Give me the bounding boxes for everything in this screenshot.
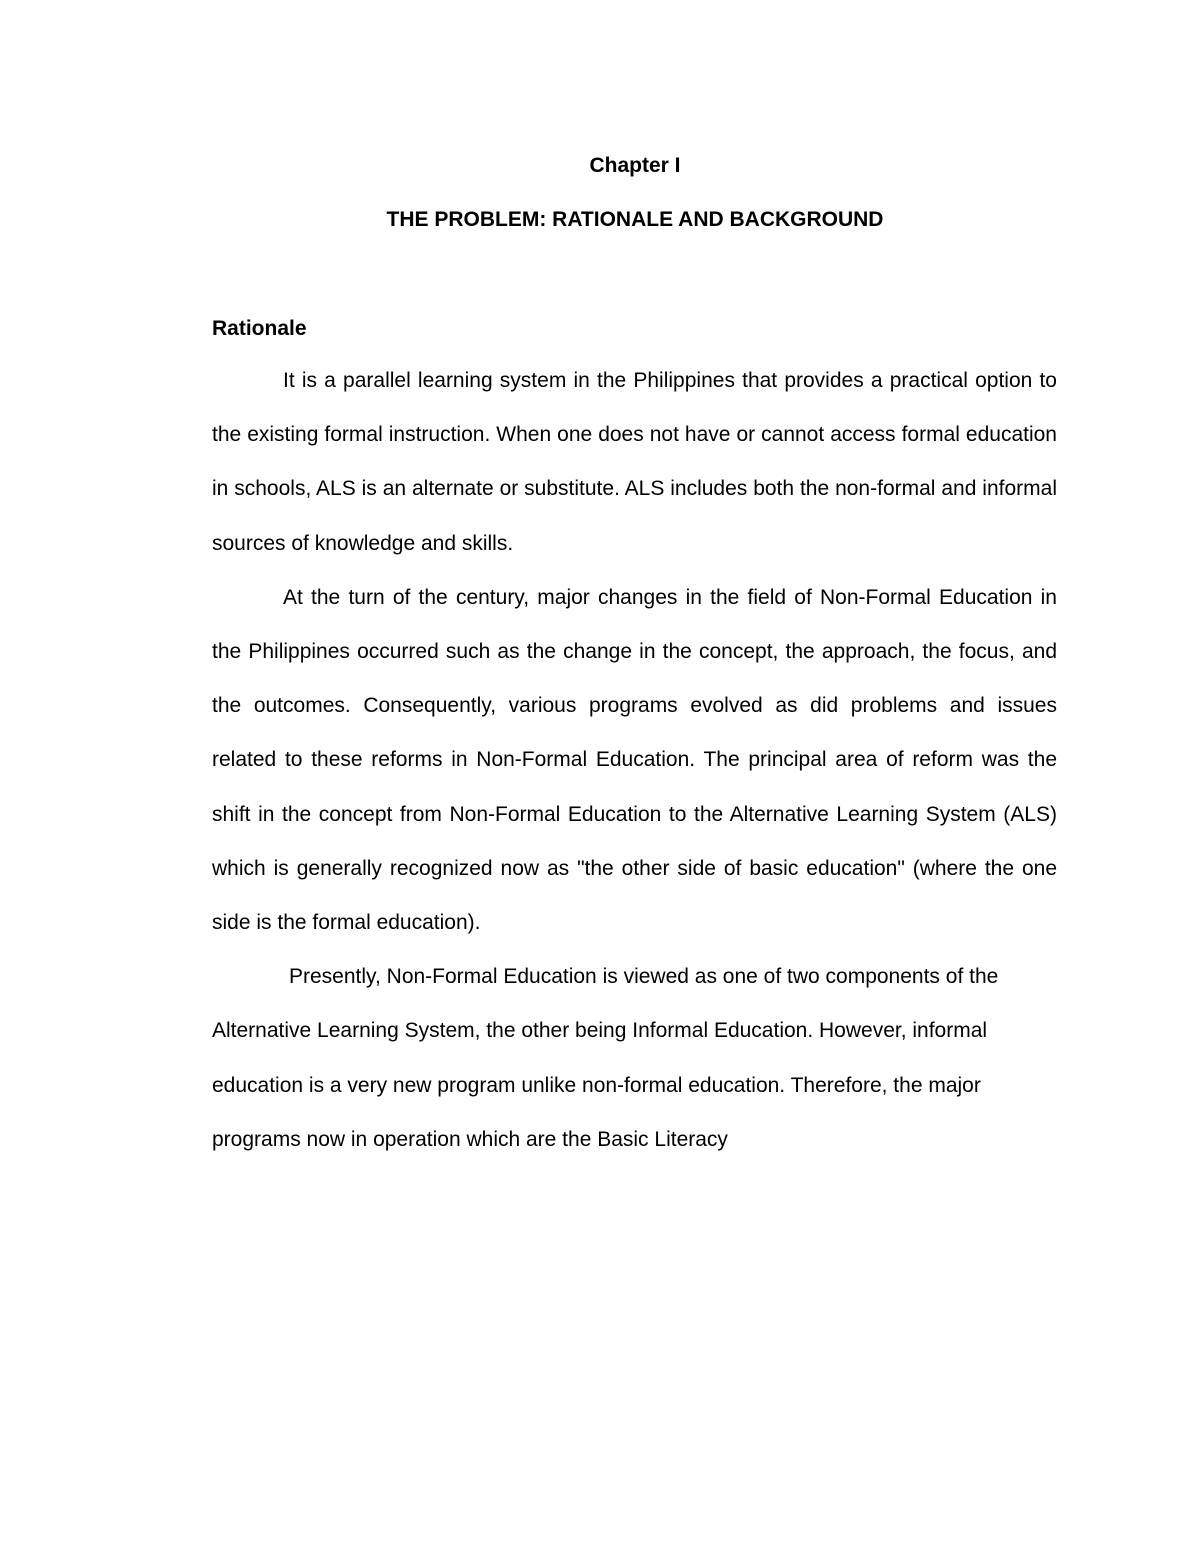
section-heading-rationale: Rationale bbox=[212, 317, 307, 340]
paragraph: It is a parallel learning system in the Philippines that provides a practical option to the existing formal instruction. When one does not have or cannot access formal education in schools, ALS is an alternate or substitute. ALS includes both the non-formal and informal sources of knowledge and skills. bbox=[212, 369, 1057, 555]
paragraph: At the turn of the century, major changes in the field of Non-Formal Education in the Philippines occurred such as the change in the concept, the approach, the focus, and the outcomes. Consequently, various programs evolved as did problems and issues related to these reforms in Non-Formal Education. The principal area of reform was the shift in the concept from Non-Formal Education to the Alternative Learning System (ALS) which is generally recognized now as "the other side of basic education" (where the one side is the formal education). bbox=[212, 585, 1057, 935]
body-text bbox=[212, 354, 1057, 1167]
chapter-title: Chapter I bbox=[589, 154, 681, 177]
chapter-subtitle: THE PROBLEM: RATIONALE AND BACKGROUND bbox=[386, 208, 884, 231]
paragraph: Presently, Non-Formal Education is viewed as one of two components of the Alternative Learning System, the other being Informal Education. However, informal education is a very new program unlike non-formal education. Therefore, the major programs now in operation which are the Basic Literacy bbox=[212, 965, 999, 1151]
